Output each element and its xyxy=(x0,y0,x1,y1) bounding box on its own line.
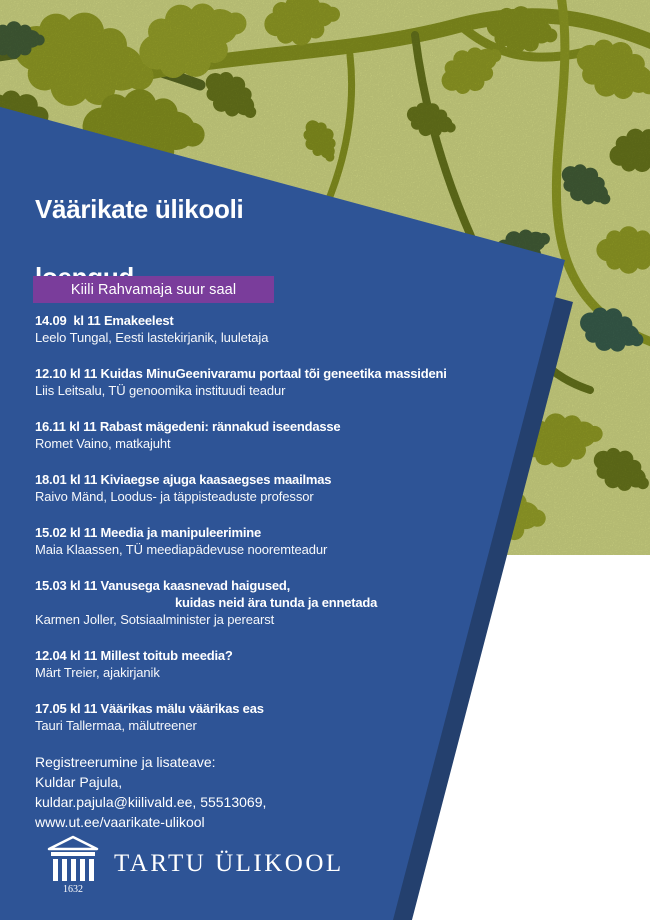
lecture-item xyxy=(35,365,635,399)
university-name: TARTU ÜLIKOOL xyxy=(114,850,344,877)
venue-badge xyxy=(33,276,274,303)
lecture-list xyxy=(35,312,635,753)
lecture-speaker: Märt Treier, ajakirjanik xyxy=(35,665,160,680)
lecture-title: 14.09 kl 11 Emakeelest xyxy=(35,313,174,328)
lecture-item xyxy=(35,700,635,734)
lecture-speaker: Romet Vaino, matkajuht xyxy=(35,436,171,451)
registration-info xyxy=(35,752,266,832)
lecture-speaker: Tauri Tallermaa, mälutreener xyxy=(35,718,197,733)
registration-email-phone: kuldar.pajula@kiilivald.ee, 55513069, xyxy=(35,794,267,810)
lecture-item xyxy=(35,524,635,558)
lecture-item xyxy=(35,312,635,346)
lecture-item xyxy=(35,471,635,505)
lecture-item xyxy=(35,577,635,628)
lecture-title: 18.01 kl 11 Kiviaegse ajuga kaasaegses maailmas xyxy=(35,472,332,487)
lecture-title: 12.04 kl 11 Millest toitub meedia? xyxy=(35,648,233,663)
poster-title-line1: Väärikate ülikooli xyxy=(35,194,244,224)
lecture-speaker: Liis Leitsalu, TÜ genoomika instituudi teadur xyxy=(35,383,286,398)
lecture-title-line2: kuidas neid ära tunda ja ennetada xyxy=(175,595,378,610)
lecture-item xyxy=(35,418,635,452)
lecture-title: 15.03 kl 11 Vanusega kaasnevad haigused, xyxy=(35,578,291,593)
lecture-speaker: Leelo Tungal, Eesti lastekirjanik, luuletaja xyxy=(35,330,269,345)
logo-year-label: 1632 xyxy=(63,884,83,894)
lecture-item xyxy=(35,647,635,681)
lecture-title: 15.02 kl 11 Meedia ja manipuleerimine xyxy=(35,525,261,540)
lecture-title: 16.11 kl 11 Rabast mägedeni: rännakud iseendasse xyxy=(35,419,341,434)
venue-badge-label: Kiili Rahvamaja suur saal xyxy=(70,281,237,298)
lecture-speaker: Raivo Mänd, Loodus- ja täppisteaduste professor xyxy=(35,489,314,504)
lecture-speaker: Karmen Joller, Sotsiaalminister ja perearst xyxy=(35,612,275,627)
registration-url: www.ut.ee/vaarikate-ulikool xyxy=(35,814,205,830)
registration-line: Registreerumine ja lisateave: xyxy=(35,754,216,770)
university-building-icon xyxy=(46,834,100,894)
lecture-title: 17.05 kl 11 Väärikas mälu väärikas eas xyxy=(35,701,264,716)
registration-contact-name: Kuldar Pajula, xyxy=(35,774,123,790)
lecture-speaker: Maia Klaassen, TÜ meediapädevuse nooremteadur xyxy=(35,542,328,557)
university-logo xyxy=(46,834,344,894)
lecture-title: 12.10 kl 11 Kuidas MinuGeenivaramu portaal tõi geneetika massideni xyxy=(35,366,447,381)
